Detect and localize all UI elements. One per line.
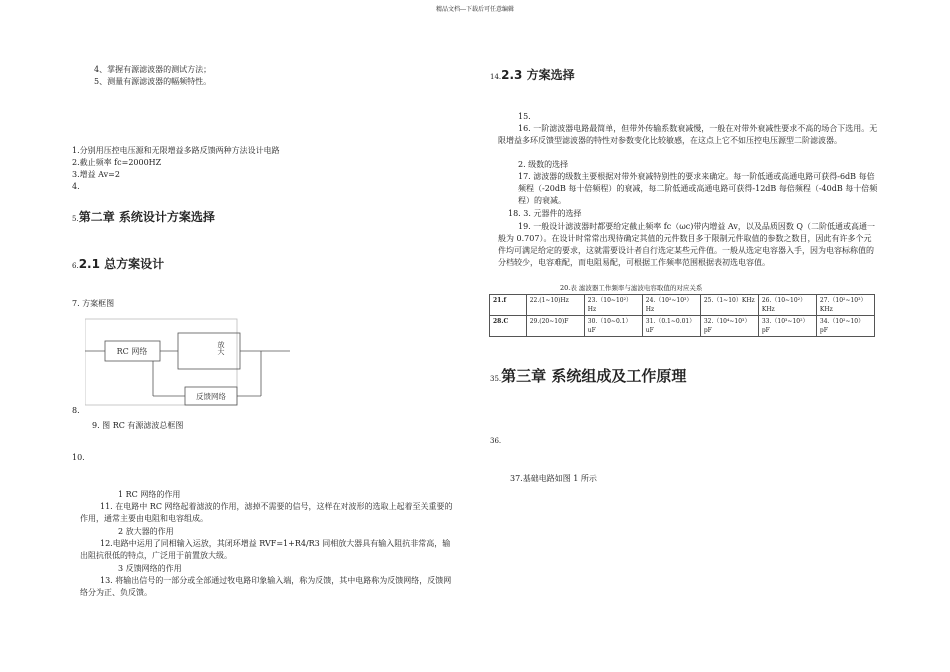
requirement-2: 2.截止频率 fc=2000HZ	[72, 158, 162, 167]
amplifier-label: 放大	[217, 341, 225, 355]
paragraph-37: 37.基础电路如图 1 所示	[510, 474, 597, 483]
section-2-1-heading	[72, 256, 164, 274]
chapter-2-heading	[72, 209, 215, 227]
table-cell: 33.（10³~10²）pF	[758, 316, 816, 337]
chapter-2-number: 5.	[72, 215, 79, 223]
page-header-note: 精品文档---下载后可任意编辑	[435, 6, 515, 13]
requirement-4: 4.	[72, 182, 80, 191]
section-2-1-number: 6.	[72, 262, 79, 270]
table-cell: 26.（10~10²）KHz	[758, 295, 816, 316]
subheading-amplifier: 2 放大器的作用	[118, 527, 174, 536]
table-row	[490, 295, 875, 316]
feedback-network-label: 反馈网络	[196, 392, 226, 401]
paragraph-11: 11. 在电路中 RC 网络起着滤波的作用，滤掉不需要的信号，这样在对波形的选取上起着至关重要的作用，通常主要由电阻和电容组成。	[80, 502, 453, 523]
table-row	[490, 316, 875, 337]
block-diagram	[85, 315, 295, 410]
table-cell: 31.（0.1~0.01）uF	[642, 316, 700, 337]
table-cell: 25.（1~10）KHz	[700, 295, 758, 316]
table-cell: 32.（10⁴~10³）pF	[700, 316, 758, 337]
amplifier-box	[178, 333, 240, 369]
figure-title: 7. 方案框图	[72, 299, 115, 308]
section-2-3-title: 2.3 方案选择	[501, 68, 575, 82]
table-cell: 29.(20~10)F	[526, 316, 584, 337]
subheading-order: 2. 级数的选择	[518, 160, 569, 169]
chapter-3-heading	[490, 366, 686, 389]
chapter-3-title: 第三章 系统组成及工作原理	[501, 367, 687, 385]
table-cell: 27.（10²~10³）KHz	[816, 295, 874, 316]
table-cell: 22.(1~10)Hz	[526, 295, 584, 316]
item-15: 15.	[518, 112, 531, 121]
frequency-capacitor-table	[489, 294, 875, 337]
item-8: 8.	[72, 406, 80, 415]
table-cell: 30.（10~0.1）uF	[584, 316, 642, 337]
item-36: 36.	[490, 437, 502, 445]
paragraph-17: 17. 滤波器的级数主要根据对带外衰减特别性的要求来确定。每一阶低通或高通电路可获得-6dB 每倍频程（-20dB 每十倍频程）的衰减，每二阶低通或高通电路可获得-12dB 每倍频程（-40dB 每十倍频程）的衰减。	[518, 172, 878, 205]
table-cell: 28.C	[490, 316, 527, 337]
objective-4: 4、掌握有源滤波器的测试方法；	[94, 65, 212, 74]
paragraph-19: 19. 一般设计滤波器时都要给定截止频率 fc（ωc)带内增益 Av，以及品质因数 Q（二阶低通或高通一般为 0.707）。在设计时常常出现待确定其值的元件数目多于限制元件取值的参数之数目，因此有许多个元件均可满足给定的要求，这就需要设计者自行选定某些元件值。一般从选定电容器入手，因为电容标称值的分档较少，电容难配，而电阻易配，可根据工作频率范围根据表初选电容值。	[498, 222, 875, 267]
paragraph-13: 13. 将输出信号的一部分或全部通过牧电路印象输入端，称为反馈，其中电路称为反馈网络，反馈网络分为正、负反馈。	[80, 576, 452, 597]
table-cell: 34.（10²~10）pF	[816, 316, 874, 337]
item-10: 10.	[72, 453, 85, 462]
section-2-1-title: 2.1 总方案设计	[78, 257, 165, 271]
subheading-components: 18. 3. 元器件的选择	[508, 209, 582, 218]
chapter-2-title: 第二章 系统设计方案选择	[78, 210, 215, 224]
requirement-1: 1.分别用压控电压源和无限增益多路反馈两种方法设计电路	[72, 146, 280, 155]
figure-caption: 9. 图 RC 有源滤波总框图	[92, 421, 184, 430]
subheading-rc-network: 1 RC 网络的作用	[118, 490, 181, 499]
paragraph-12: 12.电路中运用了同相输入运放，其闭环增益 RVF=1+R4/R3 同相放大器具有输入阻抗非常高，输出阻抗很低的特点，广泛用于前置放大级。	[80, 539, 451, 560]
paragraph-16: 16. 一阶滤波器电路最简单，但带外传输系数衰减慢，一般在对带外衰减性要求不高的场合下选用。无限增益多环反馈型滤波器的特性对参数变化比较敏感，在这点上它不如压控电压源型二阶滤波器。	[498, 124, 878, 145]
table-cell: 24.（10²~10³）Hz	[642, 295, 700, 316]
section-2-3-number: 14.	[490, 73, 502, 81]
table-cell: 23.（10~10²）Hz	[584, 295, 642, 316]
objective-5: 5、测量有源滤波器的幅频特性。	[94, 77, 212, 86]
section-2-3-heading	[490, 67, 575, 85]
table-caption: 20.表 滤波器工作频率与滤波电容取值的对应关系	[560, 284, 703, 292]
table-cell: 21.f	[490, 295, 527, 316]
chapter-3-number: 35.	[490, 375, 502, 383]
rc-network-label: RC 网络	[116, 347, 148, 356]
requirement-3: 3.增益 Av=2	[72, 170, 120, 179]
subheading-feedback: 3 反馈网络的作用	[118, 564, 182, 573]
